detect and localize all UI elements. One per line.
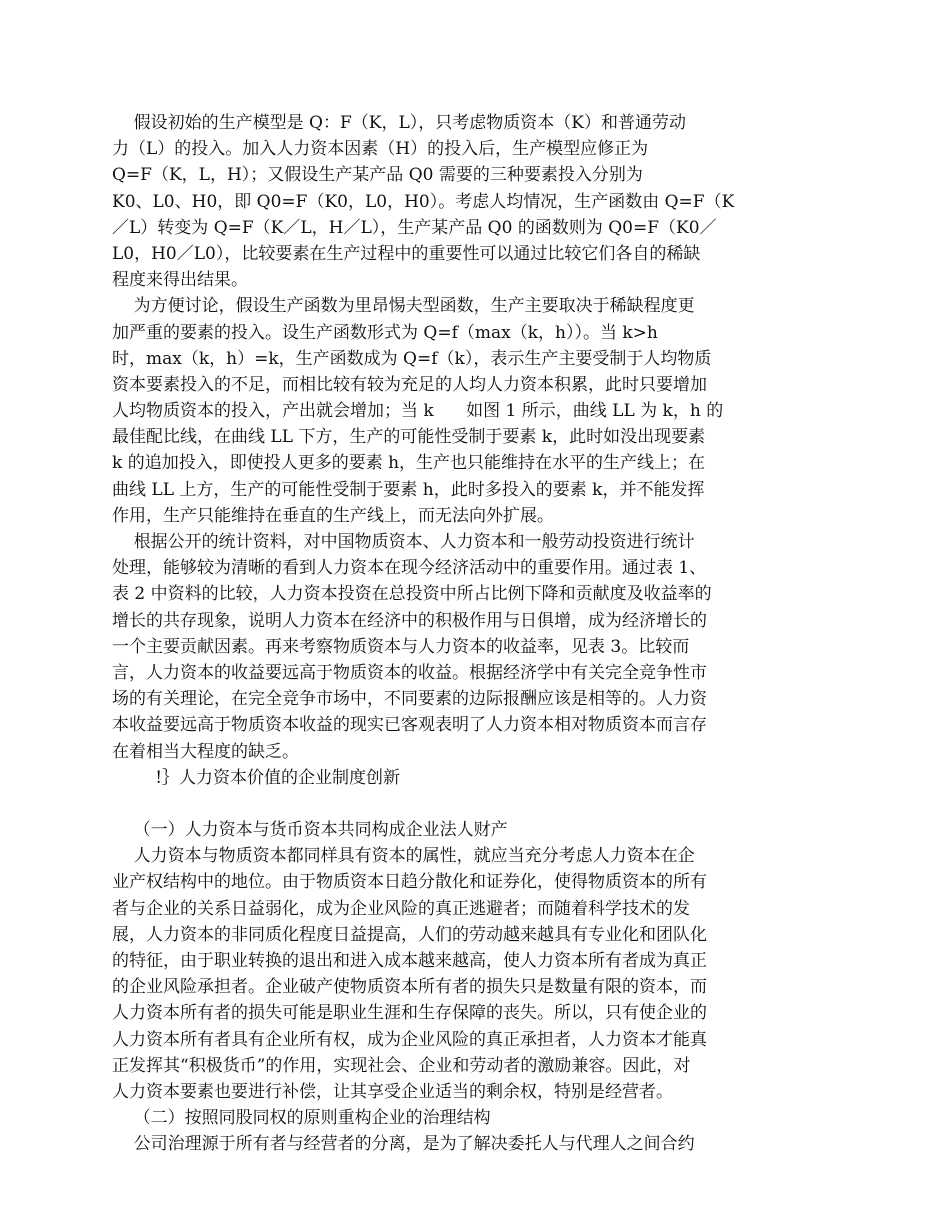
text-line: 展，人力资本的非同质化程度日益提高，人们的劳动越来越具有专业化和团队化	[112, 924, 707, 945]
paragraph-production-model	[112, 110, 767, 293]
text-line: 的特征，由于职业转换的退出和进入成本越来越高，使人力资本所有者成为真正	[112, 951, 707, 971]
subsection-heading-1: （一）人力资本与货币资本共同构成企业法人财产	[112, 820, 508, 841]
text-line: 一个主要贡献因素。再来考察物质资本与人力资本的收益率，见表 3。比较而	[112, 636, 690, 657]
paragraph-leontief-function	[112, 293, 767, 529]
text-line: k 的追加投入，即使投人更多的要素 h，生产也只能维持在水平的生产线上；在	[112, 453, 706, 474]
text-line: 程度来得出结果。	[112, 270, 248, 291]
section-heading: !｝人力资本价值的企业制度创新	[112, 767, 401, 788]
text-line: 力（L）的投入。加入人力资本因素（H）的投入后，生产模型应修正为	[112, 139, 649, 160]
text-line: 最佳配比线，在曲线 LL 下方，生产的可能性受制于要素 k，此时如没出现要素	[112, 427, 706, 448]
text-line: 正发挥其“积极货币”的作用，实现社会、企业和劳动者的激励兼容。因此，对	[112, 1055, 691, 1076]
paragraph-human-capital	[112, 843, 767, 1105]
text-line: Q=F（K，L，H）；又假设生产某产品 Q0 需要的三种要素投入分别为	[112, 165, 643, 186]
text-line: 表 2 中资料的比较，人力资本投资在总投资中所占比例下降和贡献度及收益率的	[112, 584, 712, 605]
text-line: 处理，能够较为清晰的看到人力资本在现今经济活动中的重要作用。通过表 1、	[112, 558, 707, 579]
subsection-heading-2: （二）按照同股同权的原则重构企业的治理结构	[112, 1108, 491, 1129]
text-line: 假设初始的生产模型是 Q：F（K，L），只考虑物质资本（K）和普通劳动	[112, 113, 686, 133]
text-line: L0，H0／L0），比较要素在生产过程中的重要性可以通过比较它们各自的稀缺	[112, 243, 701, 264]
paragraph-statistics	[112, 529, 767, 765]
text-line: 根据公开的统计资料，对中国物质资本、人力资本和一般劳动投资进行统计	[112, 532, 695, 552]
text-line: 人力资本与物质资本都同样具有资本的属性，就应当充分考虑人力资本在企	[112, 846, 695, 867]
text-line: 人力资本所有者具有企业所有权，成为企业风险的真正承担者，人力资本才能真	[112, 1029, 707, 1050]
text-line: 者与企业的关系日益弱化，成为企业风险的真正逃避者；而随着科学技术的发	[112, 898, 690, 919]
text-line: 本收益要远高于物质资本收益的现实已客观表明了人力资本相对物质资本而言存	[112, 715, 707, 736]
text-line: 曲线 LL 上方，生产的可能性受制于要素 h，此时多投入的要素 k，并不能发挥	[112, 479, 705, 500]
text-line: 增长的共存现象，说明人力资本在经济中的积极作用与日俱增，成为经济增长的	[112, 610, 707, 631]
text-line: K0、L0、H0，即 Q0=F（K0，L0，H0）。考虑人均情况，生产函数由 Q=F（K	[112, 191, 735, 212]
text-line: 人力资本所有者的损失可能是职业生涯和生存保障的丧失。所以，只有使企业的	[112, 1003, 707, 1024]
document-page	[112, 110, 767, 1158]
text-line: 的企业风险承担者。企业破产使物质资本所有者的损失只是数量有限的资本，而	[112, 977, 707, 998]
text-line: 资本要素投入的不足，而相比较有较为充足的人均人力资本积累，此时只要增加	[112, 374, 707, 395]
text-line: 加严重的要素的投入。设生产函数形式为 Q=f（max（k，h））。当 k>h	[112, 322, 658, 343]
text-line: 在着相当大程度的缺乏。	[112, 741, 299, 762]
text-line: 作用，生产只能维持在垂直的生产线上，而无法向外扩展。	[112, 505, 554, 526]
text-line: ／L）转变为 Q=F（K／L，H／L），生产某产品 Q0 的函数则为 Q0=F（K0／	[112, 217, 717, 238]
text-line: 为方便讨论，假设生产函数为里昂惕夫型函数，生产主要取决于稀缺程度更	[112, 296, 695, 317]
blank-line	[112, 791, 767, 817]
text-line: 业产权结构中的地位。由于物质资本日趋分散化和证券化，使得物质资本的所有	[112, 872, 707, 893]
text-line: 言，人力资本的收益要远高于物质资本的收益。根据经济学中有关完全竞争性市	[112, 662, 707, 683]
text-line: 公司治理源于所有者与经营者的分离，是为了解决委托人与代理人之间合约	[112, 1134, 695, 1155]
paragraph-corporate-governance	[112, 1131, 767, 1157]
text-line: 人均物质资本的投入，产出就会增加；当 k 如图 1 所示，曲线 LL 为 k，h 的	[112, 401, 724, 422]
text-line: 时，max（k，h）=k，生产函数成为 Q=f（k），表示生产主要受制于人均物质	[112, 348, 712, 369]
text-line: 人力资本要素也要进行补偿，让其享受企业适当的剩余权，特别是经营者。	[112, 1081, 673, 1102]
text-line: 场的有关理论，在完全竞争市场中，不同要素的边际报酬应该是相等的。人力资	[112, 689, 707, 710]
